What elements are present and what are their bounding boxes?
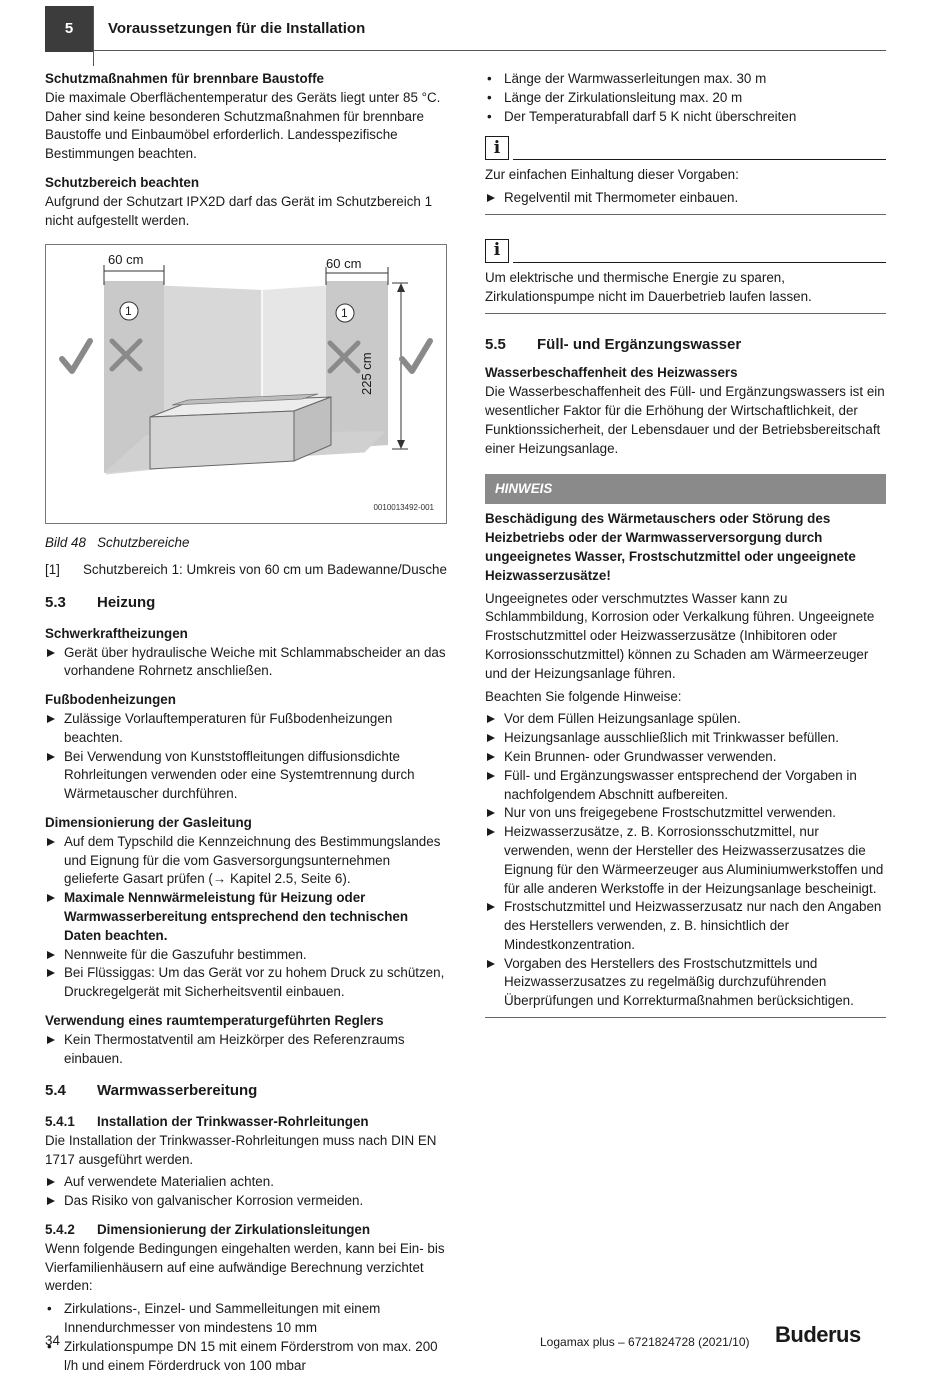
dim-label-right: 60 cm [326,256,362,272]
page-number: 34 [45,1333,60,1348]
instruction-list [485,189,886,208]
paragraph: Zur einfachen Einhaltung dieser Vorgaben: [485,167,739,183]
condition-list [45,1300,447,1375]
chapter-number: 5 [45,6,93,52]
subheading: Schutzbereich beachten [45,174,200,190]
instruction-list [45,1031,447,1069]
notice-heading: Beschädigung des Wärmetauschers oder Störung des Heizbetriebs oder der Warmwasserversorgung durch ungeeignetes Wasser, Frostschutzmittel oder ungeeignete Heizwasserzusätze! [485,511,856,583]
list-item: Das Risiko von galvanischer Korrosion vermeiden. [45,1192,447,1211]
list-item: Gerät über hydraulische Weiche mit Schlammabscheider an das vorhandene Rohrnetz anschließen. [45,644,447,682]
list-item: • Länge der Warmwasserleitungen max. 30 m [485,70,886,89]
subheading: Schwerkraftheizungen [45,625,188,641]
paragraph: Wenn folgende Bedingungen eingehalten werden, kann bei Ein- bis Vierfamilienhäusern auf eine aufwändige Berechnung verzichtet werden: [45,1240,445,1294]
subheading: Dimensionierung der Gasleitung [45,814,252,830]
left-column [45,70,447,1375]
list-item: Bei Flüssiggas: Um das Gerät vor zu hohem Druck zu schützen, Druckregelgerät mit Sicherheitsventil einbauen. [45,964,447,1002]
list-item: Nur von uns freigegebene Frostschutzmittel verwenden. [485,804,886,823]
subheading: Fußbodenheizungen [45,692,176,708]
info-note [485,134,886,215]
list-item: Vorgaben des Herstellers des Frostschutzmittels und Heizwasserzusatzes zu regelmäßig durchzuführenden Überprüfungen und Korrekturmaßnahmen berücksichtigen. [485,955,886,1011]
info-icon: i [485,136,509,160]
instruction-list [45,833,447,1002]
right-column [485,70,886,1018]
list-item: • Länge der Zirkulationsleitung max. 20 m [485,89,886,108]
info-note [485,237,886,314]
list-item: Kein Brunnen- oder Grundwasser verwenden. [485,748,886,767]
instruction-list [45,644,447,682]
legend-number: [1] [45,562,60,578]
list-item: Nennweite für die Gaszufuhr bestimmen. [45,946,447,965]
list-item: • Zirkulations-, Einzel- und Sammelleitungen mit einem Innendurchmesser von mindestens 10 mm [45,1300,447,1338]
paragraph: Die maximale Oberflächentemperatur des Geräts liegt unter 85 °C. Daher sind keine besonderen Schutzmaßnahmen für brennbare Baustoffe und Einbaumöbel erforderlich. Landesspezifische Bestimmungen beachten. [45,89,441,162]
header-divider-vertical [93,6,94,66]
paragraph: Die Installation der Trinkwasser-Rohrleitungen muss nach DIN EN 1717 ausgeführt werden. [45,1132,437,1167]
subheading: Schutzmaßnahmen für brennbare Baustoffe [45,71,325,86]
protection-zone-figure [45,244,447,524]
info-icon: i [485,239,509,263]
figure-legend [45,561,447,580]
list-item: Kein Thermostatventil am Heizkörper des Referenzraums einbauen. [45,1031,447,1069]
header-rule [93,50,886,51]
notice-label: HINWEIS [485,474,886,504]
section-heading: 5.5 Füll- und Ergänzungswasser [485,335,742,353]
document-reference: Logamax plus – 6721824728 (2021/10) [540,1335,750,1349]
list-item: Maximale Nennwärmeleistung für Heizung oder Warmwasserbereitung entsprechend den technischen Daten beachten. [45,889,447,945]
list-item: • Der Temperaturabfall darf 5 K nicht überschreiten [485,108,886,127]
list-item: Heizungsanlage ausschließlich mit Trinkwasser befüllen. [485,729,886,748]
warning-notice [485,474,886,1018]
section-heading: 5.3 Heizung [45,593,156,611]
list-item: Bei Verwendung von Kunststoffleitungen diffusionsdichte Rohrleitungen verwenden oder eine Systemtrennung durch Wärmetauscher durchführen. [45,748,447,804]
list-item: Vor dem Füllen Heizungsanlage spülen. [485,710,886,729]
subheading: Verwendung eines raumtemperaturgeführten Reglers [45,1012,384,1028]
zone-marker: 1 [125,304,132,319]
legend-text: Schutzbereich 1: Umkreis von 60 cm um Badewanne/Dusche [83,562,447,578]
list-item: Zulässige Vorlauftemperaturen für Fußbodenheizungen beachten. [45,710,447,748]
list-item: Auf verwendete Materialien achten. [45,1173,447,1192]
list-item: • Zirkulationspumpe DN 15 mit einem Förderstrom von max. 200 l/h und einem Förderdruck von 100 mbar [45,1338,447,1375]
dim-label-height: 225 cm [359,352,374,396]
paragraph: Die Wasserbeschaffenheit des Füll- und Ergänzungswassers ist ein wesentlicher Faktor für die Erhöhung der Wirtschaftlichkeit, der Funktionssicherheit, der Lebensdauer und der Betriebsbereitschaft einer Heizungsanlage. [485,384,885,456]
condition-list [485,70,886,126]
chapter-title: Voraussetzungen für die Installation [108,20,366,37]
bathroom-illustration [46,245,446,523]
figure-code: 0010013492-001 [373,502,434,512]
paragraph: Um elektrische und thermische Energie zu sparen, Zirkulationspumpe nicht im Dauerbetrieb laufen lassen. [485,269,812,304]
figure-caption: Bild 48 Schutzbereiche [45,535,190,551]
subsection-heading: 5.4.2 Dimensionierung der Zirkulationsleitungen [45,1222,371,1238]
subsection-heading: 5.4.1 Installation der Trinkwasser-Rohrleitungen [45,1114,369,1130]
paragraph: Aufgrund der Schutzart IPX2D darf das Gerät im Schutzbereich 1 nicht aufgestellt werden. [45,193,433,228]
zone-marker: 1 [341,306,348,321]
instruction-list [45,1173,447,1211]
instruction-list [485,710,886,1011]
paragraph: Ungeeignetes oder verschmutztes Wasser kann zu Schlammbildung, Korrosion oder Verkalkung führen. Ungeeignete Frostschutzmittel oder Heizwasserzusätze (Inhibitoren oder Korrosionsschutzmittel) können zu Schaden am Wärmeerzeuger und der Heizungsanlage führen. [485,590,875,681]
brand-logo: Buderus [775,1322,861,1347]
list-item: Füll- und Ergänzungswasser entsprechend der Vorgaben in nachfolgendem Abschnitt aufbereiten. [485,767,886,805]
list-item: Regelventil mit Thermometer einbauen. [485,189,886,208]
instruction-list [45,710,447,804]
section-heading: 5.4 Warmwasserbereitung [45,1082,258,1100]
dim-label-left: 60 cm [108,252,144,268]
paragraph: Beachten Sie folgende Hinweise: [485,688,682,704]
list-item: Heizwasserzusätze, z. B. Korrosionsschutzmittel, nur verwenden, wenn der Hersteller des Heizwasserzusatzes die Eignung für den Wärmeerzeuger aus Aluminiumwerkstoffen und für alle anderen Werkstoffe in der Heizungsanlage bescheinigt. [485,823,886,898]
list-item: Frostschutzmittel und Heizwasserzusatz nur nach den Angaben des Herstellers verwenden, z. B. hinsichtlich der Mindestkonzentration. [485,898,886,954]
subheading: Wasserbeschaffenheit des Heizwassers [485,365,738,381]
list-item: Auf dem Typschild die Kennzeichnung des Bestimmungslandes und Eignung für die vom Gasversorgungsunternehmen gelieferte Gasart prüfen (→ Kapitel 2.5, Seite 6). [45,833,447,889]
